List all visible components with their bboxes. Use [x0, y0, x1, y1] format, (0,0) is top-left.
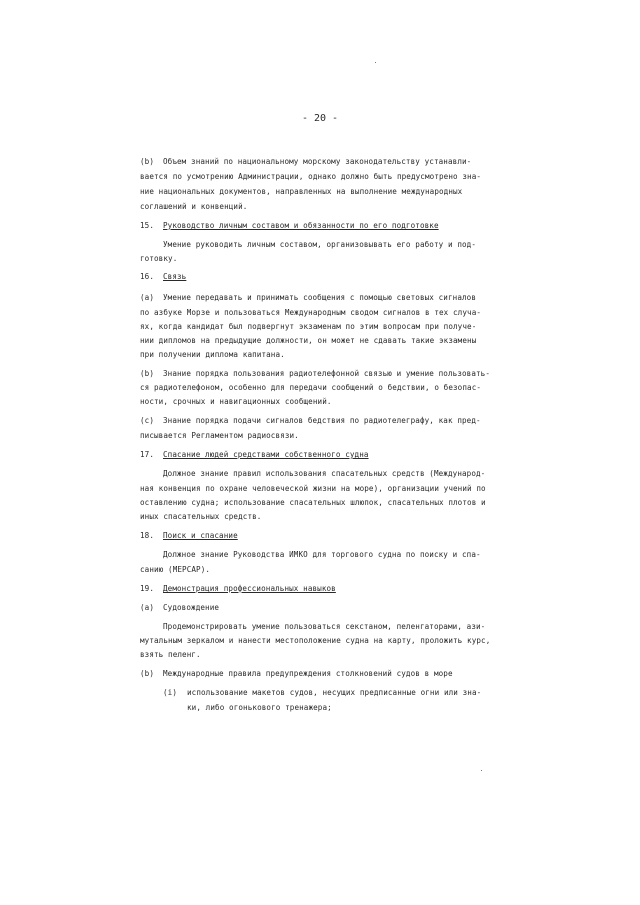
page-number: - 20 - — [301, 113, 339, 124]
paragraph-line: ся радиотелефоном, особенно для передачи сообщений о бедствии, о безопас- — [140, 383, 482, 392]
paragraph-line: санию (МЕРСАР). — [140, 565, 211, 574]
paragraph-line: Международные правила предупреждения столкновений судов в море — [163, 669, 453, 678]
paragraph-line: Объем знаний по национальному морскому законодательству устанавли- — [163, 157, 472, 166]
paragraph-line: Должное знание Руководства ИМКО для торгового судна по поиску и спа- — [163, 550, 481, 559]
item-label: (i) — [163, 688, 178, 697]
paragraph-line: Знание порядка подачи сигналов бедствия по радиотелеграфу, как пред- — [163, 416, 481, 425]
paragraph-line: Знание порядка пользования радиотелефонной связью и умение пользовать- — [163, 369, 491, 378]
item-label: (c) — [140, 416, 155, 425]
paragraph-line: нии дипломов на предыдущие должности, он может не сдавать такие экзамены — [140, 336, 477, 345]
paragraph-line: Умение передавать и принимать сообщения с помощью световых сигналов — [163, 293, 477, 302]
paragraph-line: использование макетов судов, несущих предписанные огни или зна- — [187, 688, 482, 697]
paragraph-line: мутальным зеркалом и нанести местоположение судна на карту, проложить курс, — [140, 636, 491, 645]
paragraph-line: Умение руководить личным составом, организовывать его работу и под- — [163, 240, 477, 249]
section-number: 15. — [140, 221, 155, 230]
section-heading: Поиск и спасание — [163, 531, 238, 540]
paragraph-line: иных спасательных средств. — [140, 512, 262, 521]
scan-speck — [375, 62, 376, 63]
paragraph-line: ях, когда кандидат был подвергнут экзаменам по этим вопросам при получе- — [140, 322, 477, 331]
item-label: (a) — [140, 293, 155, 302]
paragraph-line: соглашений и конвенций. — [140, 202, 248, 211]
paragraph-line: Должное знание правил использования спасательных средств (Международ- — [163, 469, 486, 478]
section-number: 16. — [140, 272, 155, 281]
paragraph-line: ние национальных документов, направленных на выполнение международных — [140, 187, 463, 196]
section-heading: Руководство личным составом и обязанности по его подготовке — [163, 221, 439, 230]
scan-speck — [481, 770, 482, 771]
paragraph-line: оставлению судна; использование спасательных шлюпок, спасательных плотов и — [140, 498, 486, 507]
section-heading: Спасание людей средствами собственного судна — [163, 450, 369, 459]
paragraph-line: писывается Регламентом радиосвязи. — [140, 431, 299, 440]
section-heading: Связь — [163, 272, 187, 281]
paragraph-line: вается по усмотрению Администрации, однако должно быть предусмотрено зна- — [140, 172, 482, 181]
section-heading: Демонстрация профессиональных навыков — [163, 584, 336, 593]
paragraph-line: ная конвенция по охране человеческой жизни на море), организации учений по — [140, 484, 486, 493]
paragraph-line: ности, срочных и навигационных сообщений. — [140, 397, 332, 406]
paragraph-line: готовку. — [140, 254, 178, 263]
paragraph-line: по азбуке Морзе и пользоваться Международным сводом сигналов в тех случа- — [140, 308, 482, 317]
item-label: (a) — [140, 603, 155, 612]
paragraph-line: Продемонстрировать умение пользоваться секстаном, пеленгаторами, ази- — [163, 622, 486, 631]
paragraph-line: при получении диплома капитана. — [140, 350, 285, 359]
item-label: (b) — [140, 669, 155, 678]
section-number: 18. — [140, 531, 155, 540]
paragraph-line: ки, либо огонькового тренажера; — [187, 703, 332, 712]
section-number: 19. — [140, 584, 155, 593]
paragraph-line: взять пеленг. — [140, 650, 201, 659]
paragraph-line: Судовождение — [163, 603, 220, 612]
item-label: (b) — [140, 369, 155, 378]
item-label: (b) — [140, 157, 155, 166]
section-number: 17. — [140, 450, 155, 459]
